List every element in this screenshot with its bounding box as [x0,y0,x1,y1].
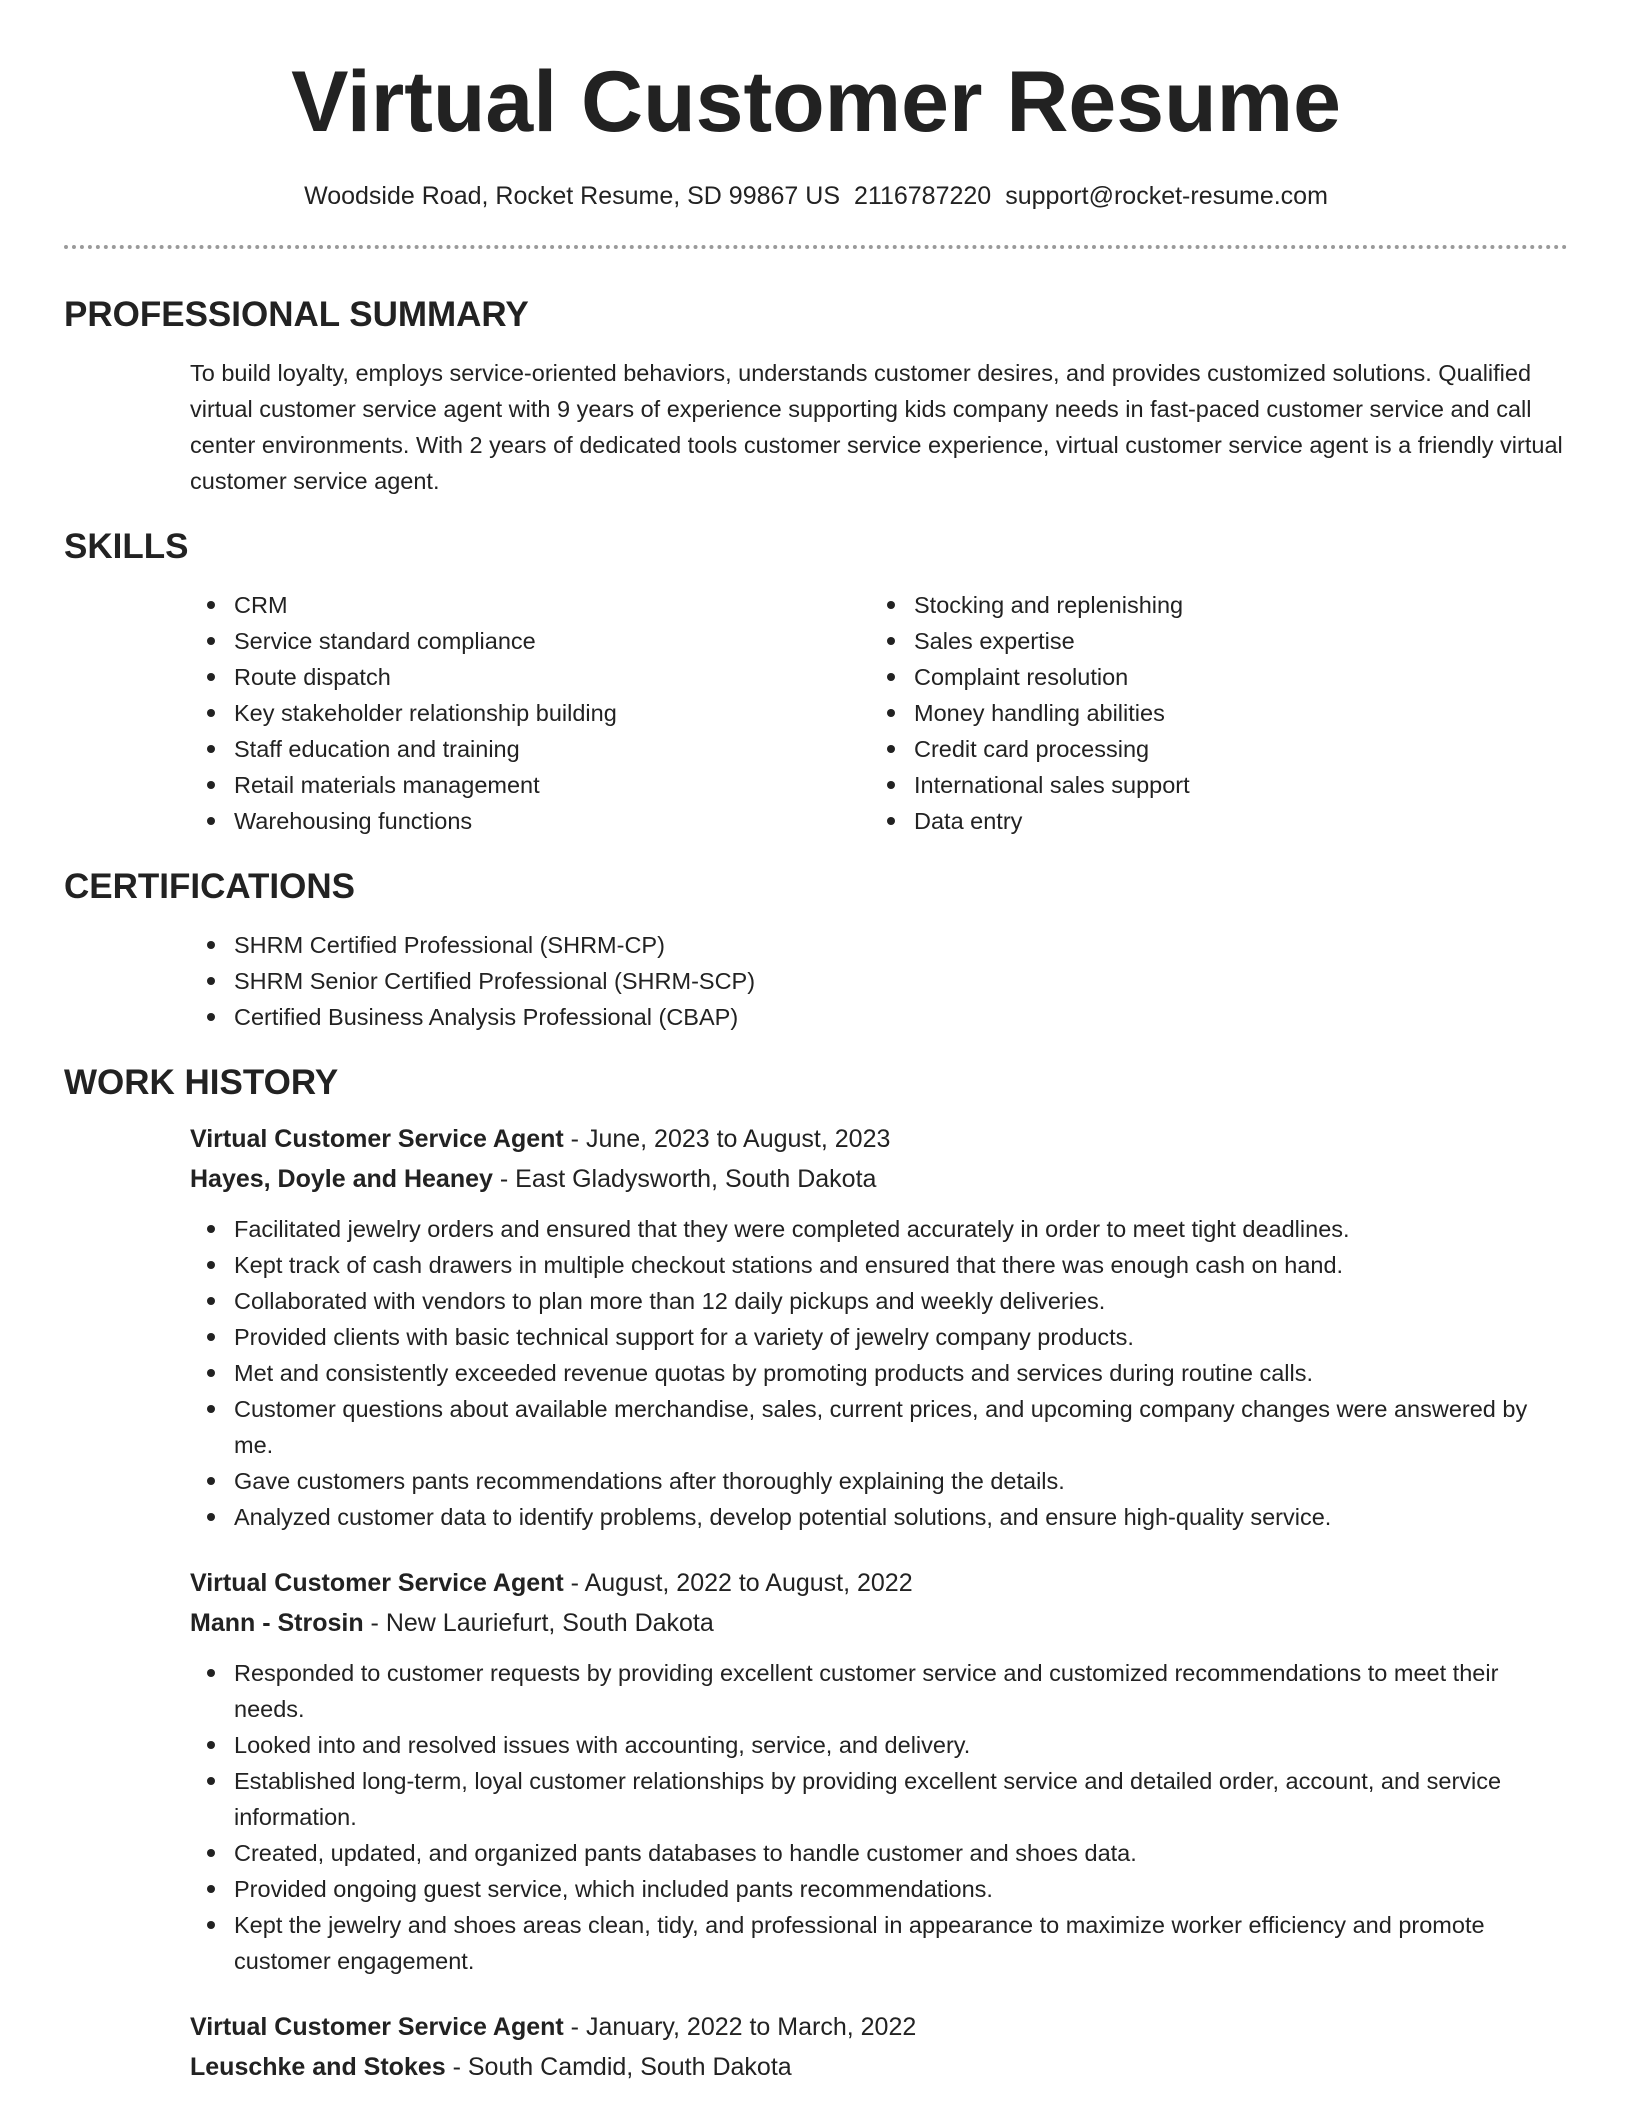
candidate-name: Virtual Customer Resume [291,54,1341,150]
skills-body [64,587,1568,839]
work-history-body [64,1119,1568,2087]
job-duties-list [190,1655,1568,1979]
job-company: Hayes, Doyle and Heaney [190,1165,493,1193]
header-divider [64,245,1568,249]
job-duty: Analyzed customer data to identify problems, develop potential solutions, and ensure high-quality service. [234,1499,1568,1535]
job-title-line [190,1119,1568,1159]
section-title-certifications: CERTIFICATIONS [64,867,356,906]
skill-item: Stocking and replenishing [914,587,1550,623]
resume-header [0,0,1632,212]
job-duty: Collaborated with vendors to plan more than 12 daily pickups and weekly deliveries. [234,1283,1568,1319]
job-duty: Met and consistently exceeded revenue quotas by promoting products and services during routine calls. [234,1355,1568,1391]
job-dates: - August, 2022 to August, 2022 [563,1569,913,1597]
job-entry [190,1119,1568,1535]
skill-item: Warehousing functions [234,803,870,839]
certification-item: SHRM Senior Certified Professional (SHRM-SCP) [234,963,1568,999]
job-duty: Looked into and resolved issues with accounting, service, and delivery. [234,1727,1568,1763]
job-company-line [190,2047,1568,2087]
job-location: - New Lauriefurt, South Dakota [363,1609,714,1637]
job-entry [190,1563,1568,1979]
contact-phone: 2116787220 [854,182,992,210]
skill-item: Service standard compliance [234,623,870,659]
job-duty: Established long-term, loyal customer relationships by providing excellent service and detailed order, account, and service information. [234,1763,1568,1835]
certifications-section [0,865,1632,1035]
contact-address: Woodside Road, Rocket Resume, SD 99867 US [304,182,841,210]
job-company: Leuschke and Stokes [190,2053,446,2081]
job-company-line [190,1603,1568,1643]
job-duty: Provided ongoing guest service, which included pants recommendations. [234,1871,1568,1907]
contact-line [0,180,1632,212]
work-history-section [0,1061,1632,2087]
certification-item: Certified Business Analysis Professional (CBAP) [234,999,1568,1035]
job-location: - South Camdid, South Dakota [445,2053,792,2081]
job-duty: Kept track of cash drawers in multiple checkout stations and ensured that there was enough cash on hand. [234,1247,1568,1283]
section-title-skills: SKILLS [64,527,189,566]
skill-item: Route dispatch [234,659,870,695]
summary-section [0,293,1632,499]
job-role: Virtual Customer Service Agent [190,1125,564,1153]
job-duty: Kept the jewelry and shoes areas clean, tidy, and professional in appearance to maximize worker efficiency and promote customer engagement. [234,1907,1568,1979]
skill-item: Staff education and training [234,731,870,767]
contact-email[interactable]: support@rocket-resume.com [1005,182,1328,210]
skills-column-left [190,587,870,839]
job-role: Virtual Customer Service Agent [190,2013,564,2041]
section-title-summary: PROFESSIONAL SUMMARY [64,295,529,334]
job-role: Virtual Customer Service Agent [190,1569,564,1597]
job-company-line [190,1159,1568,1199]
skills-grid [190,587,1568,839]
skill-item: Credit card processing [914,731,1550,767]
job-entry [190,2007,1568,2087]
summary-text: To build loyalty, employs service-oriented behaviors, understands customer desires, and provides customized solutions. Qualified virtual customer service agent with 9 years of experience supporting kids company needs in fast-paced customer service and call center environments. With 2 years of dedicated tools customer service experience, virtual customer service agent is a friendly virtual customer service agent. [190,360,1563,494]
skill-item: Retail materials management [234,767,870,803]
job-dates: - June, 2023 to August, 2023 [563,1125,891,1153]
skills-list-left [190,587,870,839]
job-title-line [190,2007,1568,2047]
skill-item: Money handling abilities [914,695,1550,731]
skill-item: Data entry [914,803,1550,839]
skill-item: Complaint resolution [914,659,1550,695]
job-duty: Facilitated jewelry orders and ensured that they were completed accurately in order to meet tight deadlines. [234,1211,1568,1247]
job-duty: Gave customers pants recommendations after thoroughly explaining the details. [234,1463,1568,1499]
job-duty: Created, updated, and organized pants databases to handle customer and shoes data. [234,1835,1568,1871]
skills-section [0,525,1632,839]
job-duty: Customer questions about available merchandise, sales, current prices, and upcoming company changes were answered by me. [234,1391,1568,1463]
job-location: - East Gladysworth, South Dakota [492,1165,877,1193]
job-duties-list [190,1211,1568,1535]
certifications-body [64,927,1568,1035]
section-title-work-history: WORK HISTORY [64,1063,339,1102]
skill-item: Sales expertise [914,623,1550,659]
job-duty: Responded to customer requests by providing excellent customer service and customized recommendations to meet their needs. [234,1655,1568,1727]
skill-item: International sales support [914,767,1550,803]
skills-column-right [870,587,1550,839]
job-company: Mann - Strosin [190,1609,364,1637]
job-duty: Provided clients with basic technical support for a variety of jewelry company products. [234,1319,1568,1355]
skills-list-right [870,587,1550,839]
skill-item: CRM [234,587,870,623]
skill-item: Key stakeholder relationship building [234,695,870,731]
job-title-line [190,1563,1568,1603]
certification-item: SHRM Certified Professional (SHRM-CP) [234,927,1568,963]
certifications-list [190,927,1568,1035]
summary-body [64,355,1568,499]
job-dates: - January, 2022 to March, 2022 [563,2013,917,2041]
